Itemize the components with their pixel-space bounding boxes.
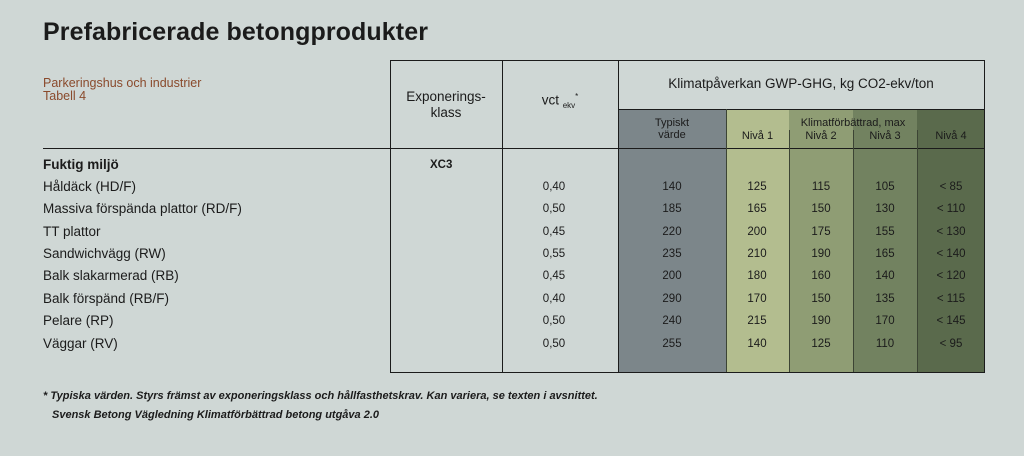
cell-vct: 0,55 [542, 248, 566, 260]
cell-typiskt: 235 [662, 248, 682, 260]
table-top-border [390, 60, 985, 61]
cell-vct: 0,45 [542, 270, 566, 282]
row-label: Pelare (RP) [43, 313, 114, 328]
cell-niva1: 170 [747, 293, 767, 305]
cell-typiskt: 290 [662, 293, 682, 305]
cell-niva4: < 145 [936, 315, 966, 327]
source-note: Svensk Betong Vägledning Klimatförbättrad betong utgåva 2.0 [52, 409, 379, 421]
cell-niva4: < 140 [936, 248, 966, 260]
cell-vct: 0,50 [542, 315, 566, 327]
row-label: Massiva förspända plattor (RD/F) [43, 201, 242, 216]
cell-vct: 0,45 [542, 226, 566, 238]
cell-vct: 0,50 [542, 203, 566, 215]
cell-vct: 0,50 [542, 338, 566, 350]
table-row [0, 268, 1024, 290]
cell-typiskt: 140 [662, 181, 682, 193]
cell-niva1: 165 [747, 203, 767, 215]
cell-niva2: 190 [811, 248, 831, 260]
cell-niva3: 140 [875, 270, 895, 282]
row-label: TT plattor [43, 224, 101, 239]
header-niva4: Nivå 4 [935, 130, 967, 142]
row-label: Håldäck (HD/F) [43, 179, 137, 194]
cell-niva4: < 115 [936, 293, 966, 305]
cell-niva2: 150 [811, 203, 831, 215]
cell-niva2: 125 [811, 338, 831, 350]
cell-niva1: 180 [747, 270, 767, 282]
cell-niva4: < 130 [936, 226, 966, 238]
row-label: Sandwichvägg (RW) [43, 246, 166, 261]
row-label: Väggar (RV) [43, 336, 118, 351]
cell-niva3: 155 [875, 226, 895, 238]
cell-niva2: 150 [811, 293, 831, 305]
table-row [0, 201, 1024, 223]
cell-typiskt: 200 [662, 270, 682, 282]
klimat-divider [618, 109, 985, 110]
header-bottom-border [43, 148, 985, 149]
cell-niva3: 130 [875, 203, 895, 215]
table-row [0, 313, 1024, 335]
table-bottom-border [390, 372, 985, 373]
header-exponeringsklass: Exponerings- klass [406, 89, 486, 120]
cell-vct: 0,40 [542, 293, 566, 305]
subtitle-line-2: Tabell 4 [43, 89, 87, 103]
cell-niva3: 170 [875, 315, 895, 327]
header-klimatforbattrad: Klimatförbättrad, max [800, 117, 906, 129]
table-row [0, 291, 1024, 313]
cell-niva4: < 85 [939, 181, 963, 193]
cell-niva4: < 110 [936, 203, 966, 215]
cell-niva3: 110 [875, 338, 895, 350]
cell-niva2: 190 [811, 315, 831, 327]
cell-niva1: 125 [747, 181, 767, 193]
header-klimatpaverkan: Klimatpåverkan GWP-GHG, kg CO2-ekv/ton [668, 76, 934, 91]
cell-niva4: < 120 [936, 270, 966, 282]
table-row [0, 336, 1024, 358]
cell-niva4: < 95 [939, 338, 963, 350]
cell-niva3: 105 [875, 181, 895, 193]
cell-typiskt: 255 [662, 338, 682, 350]
table-row [0, 246, 1024, 268]
header-vct: vct $_{ekv}$* [541, 92, 579, 111]
table-subtitle [43, 77, 201, 103]
cell-niva3: 135 [875, 293, 895, 305]
page-title: Prefabricerade betongprodukter [43, 18, 429, 46]
subtitle-line-1: Parkeringshus och industrier [43, 76, 202, 90]
table-row [0, 179, 1024, 201]
cell-niva1: 215 [747, 315, 767, 327]
table-row [0, 224, 1024, 246]
group-exposure: XC3 [430, 159, 453, 171]
cell-niva2: 160 [811, 270, 831, 282]
header-typiskt-varde: Typiskt värde [654, 117, 690, 141]
footnote: * Typiska värden. Styrs främst av exponeringsklass och hållfasthetskrav. Kan variera, se texten i avsnittet. [43, 390, 598, 402]
row-label: Balk förspänd (RB/F) [43, 291, 170, 306]
cell-niva2: 115 [811, 181, 831, 193]
cell-niva1: 210 [747, 248, 767, 260]
cell-typiskt: 240 [662, 315, 682, 327]
row-label: Balk slakarmerad (RB) [43, 268, 179, 283]
group-label: Fuktig miljö [43, 157, 119, 172]
header-niva3: Nivå 3 [869, 130, 901, 142]
cell-niva1: 140 [747, 338, 767, 350]
header-niva1: Nivå 1 [741, 130, 774, 142]
cell-niva2: 175 [811, 226, 831, 238]
cell-niva3: 165 [875, 248, 895, 260]
header-niva2: Nivå 2 [805, 130, 837, 142]
cell-typiskt: 220 [662, 226, 682, 238]
cell-niva1: 200 [747, 226, 767, 238]
cell-typiskt: 185 [662, 203, 682, 215]
cell-vct: 0,40 [542, 181, 566, 193]
